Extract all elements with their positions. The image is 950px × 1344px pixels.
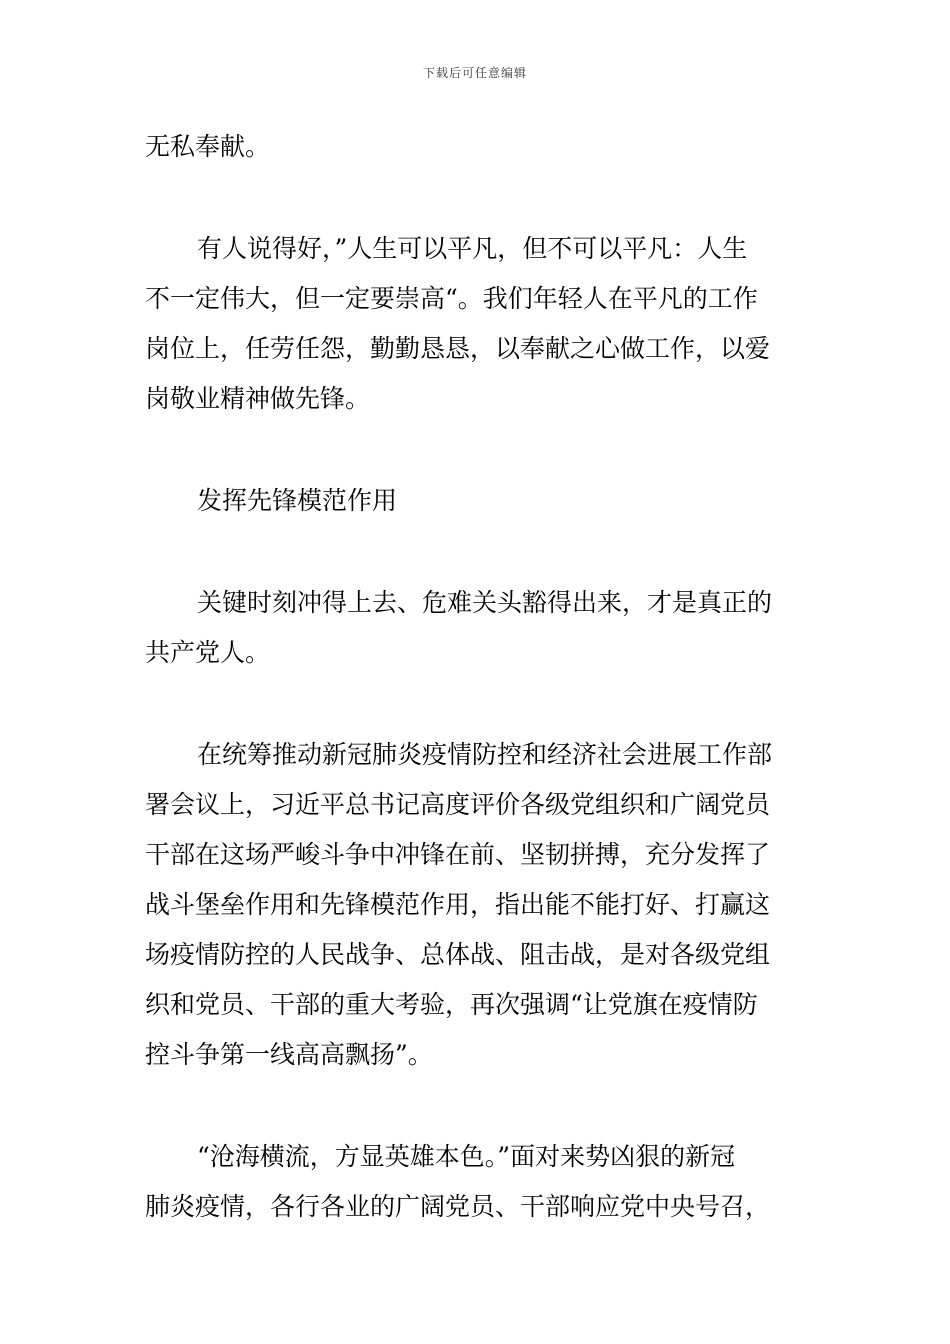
paragraph-5-line-7: 控斗争第一线高高飘扬”。 [145,1040,433,1069]
paragraph-gap [145,678,810,730]
paragraph-gap [145,172,810,224]
paragraph-5-line-1: 在统筹推动新冠肺炎疫情防控和经济社会进展工作部 [197,740,773,769]
paragraph-6-line-2: 肺炎疫情，各行各业的广阔党员、干部响应党中央号召， [145,1192,771,1221]
paragraph-5-line-3: 干部在这场严峻斗争中冲锋在前、坚韧拼搏，充分发挥了 [145,840,771,869]
document-body [145,122,810,1232]
paragraph-2-line-3: 岗位上，任劳任怨，勤勤恳恳，以奉献之心做工作，以爱 [145,334,771,363]
paragraph-1-line-1: 无私奉献。 [145,132,271,161]
paragraph-2-line-4: 岗敬业精神做先锋。 [145,384,371,413]
paragraph-gap [145,526,810,578]
paragraph-gap [145,1080,810,1132]
paragraph-5-line-2: 署会议上，习近平总书记高度评价各级党组织和广阔党员 [145,790,771,819]
paragraph-gap [145,424,810,476]
paragraph-5-line-4: 战斗堡垒作用和先锋模范作用，指出能不能打好、打赢这 [145,890,771,919]
paragraph-2-line-2: 不一定伟大，但一定要崇高“。我们年轻人在平凡的工作 [145,284,758,313]
paragraph-4-line-2: 共产党人。 [145,638,271,667]
page-header: 下载后可任意编辑 [422,66,527,80]
paragraph-6-line-1: “沧海横流，方显英雄本色。”面对来势凶狠的新冠 [197,1142,736,1171]
paragraph-5-line-6: 织和党员、干部的重大考验，再次强调“让党旗在疫情防 [145,990,758,1019]
paragraph-5-line-5: 场疫情防控的人民战争、总体战、阻击战，是对各级党组 [145,940,771,969]
paragraph-2-line-1: 有人说得好，”人生可以平凡，但不可以平凡：人生 [197,234,748,263]
paragraph-4-line-1: 关键时刻冲得上去、危难关头豁得出来，才是真正的 [197,588,773,617]
section-heading: 发挥先锋模范作用 [197,486,398,515]
